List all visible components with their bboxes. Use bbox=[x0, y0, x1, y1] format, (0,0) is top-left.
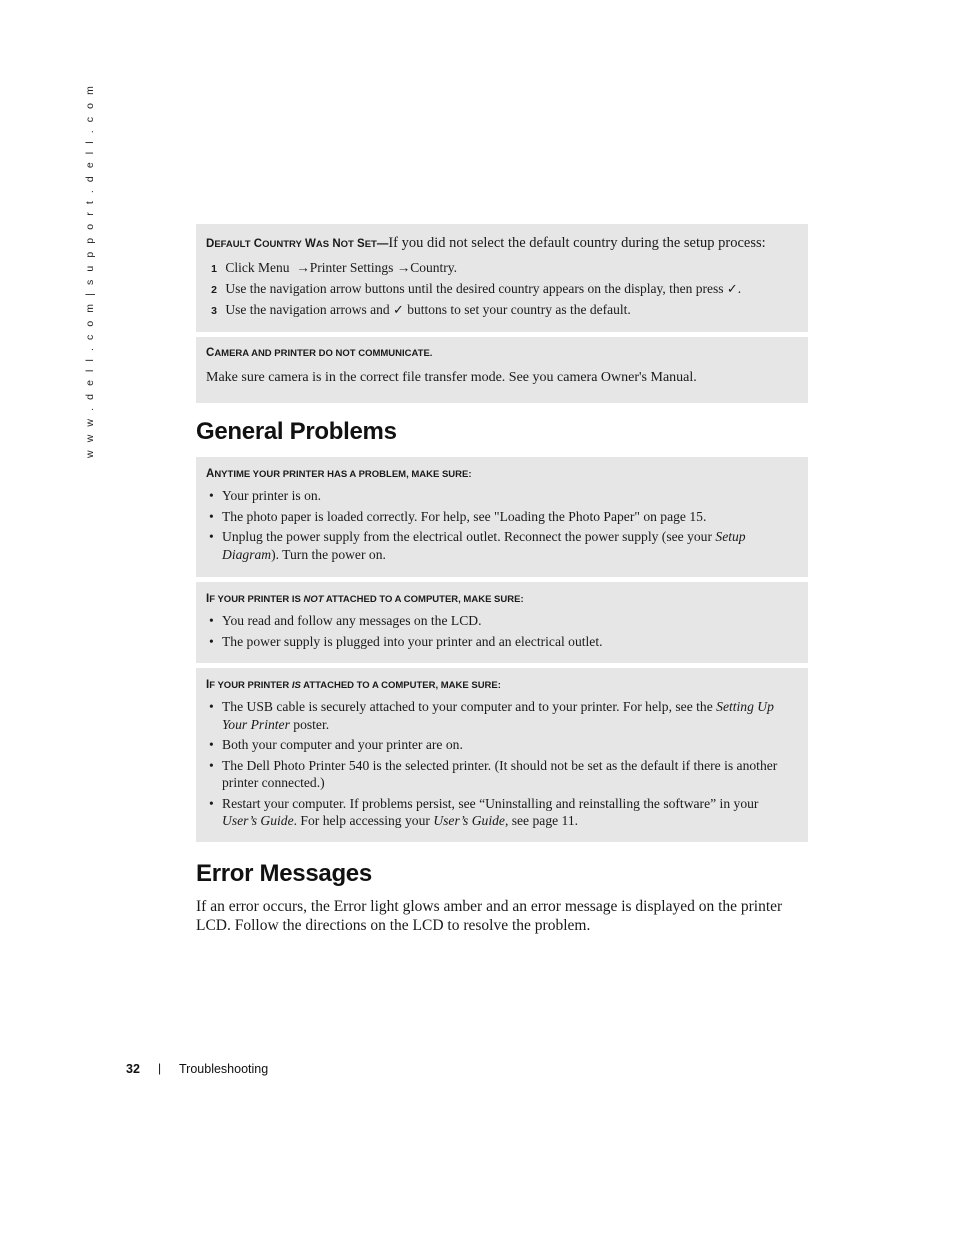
footer-title: Troubleshooting bbox=[179, 1062, 269, 1076]
error-messages-heading: Error Messages bbox=[196, 860, 372, 887]
step-2: 2 Use the navigation arrow buttons until the desired country appears on the display, then press ✓. bbox=[206, 279, 741, 300]
step-number: 3 bbox=[211, 305, 217, 317]
general-problems-heading: General Problems bbox=[196, 418, 397, 445]
list-item: • The USB cable is securely attached to your computer and to your printer. For help, see the Setting Up Your Printer poster. bbox=[209, 699, 774, 732]
not-attached-box bbox=[196, 582, 808, 663]
users-guide-ref: User’s Guide bbox=[433, 813, 505, 828]
default-country-heading: DEFAULT COUNTRY WAS NOT SET—If you did not select the default country during the setup process: bbox=[206, 235, 766, 251]
step-number: 2 bbox=[211, 284, 217, 296]
not-attached-list bbox=[206, 612, 791, 653]
not-attached-heading: IF YOUR PRINTER IS NOT ATTACHED TO A COMPUTER, MAKE SURE: bbox=[206, 593, 524, 605]
anytime-box bbox=[196, 457, 808, 577]
page-footer bbox=[126, 1061, 269, 1076]
anytime-list bbox=[206, 487, 791, 566]
step-number: 1 bbox=[211, 263, 217, 275]
page-number: 32 bbox=[126, 1062, 140, 1076]
side-url: w w w . d e l l . c o m | s u p p o r t . d e l l . c o m bbox=[84, 83, 96, 458]
setup-diagram-ref: Setup Diagram bbox=[222, 529, 746, 562]
menu-label: Menu bbox=[258, 260, 290, 275]
list-item: • The power supply is plugged into your printer and an electrical outlet. bbox=[209, 633, 603, 649]
arrow-icon: → bbox=[296, 260, 310, 275]
attached-list bbox=[206, 698, 791, 833]
list-item: • Both your computer and your printer are on. bbox=[209, 737, 463, 752]
list-item: • Your printer is on. bbox=[209, 488, 322, 503]
step-list bbox=[206, 258, 741, 321]
checkmark-icon: ✓ bbox=[392, 303, 404, 318]
anytime-heading: ANYTIME YOUR PRINTER HAS A PROBLEM, MAKE SURE: bbox=[206, 468, 472, 480]
step-1: 1 Click Menu →Printer Settings →Country. bbox=[206, 258, 741, 279]
list-item: • Restart your computer. If problems persist, see “Uninstalling and reinstalling the software” in your User’s Guide. For help accessing your User’s Guide, see page 11. bbox=[209, 795, 759, 828]
arrow-icon: → bbox=[396, 260, 411, 275]
camera-text: Make sure camera is in the correct file transfer mode. See you camera Owner's Manual. bbox=[206, 370, 697, 385]
checkmark-icon: ✓ bbox=[726, 282, 738, 297]
default-country-lead: If you did not select the default country during the setup process: bbox=[388, 235, 766, 251]
camera-heading: CAMERA AND PRINTER DO NOT COMMUNICATE. bbox=[206, 347, 433, 359]
list-item: • The photo paper is loaded correctly. For help, see "Loading the Photo Paper" on page 15. bbox=[209, 508, 707, 524]
list-item: • Unplug the power supply from the electrical outlet. Reconnect the power supply (see your Setup Diagram). Turn the power on. bbox=[209, 529, 746, 562]
attached-heading: IF YOUR PRINTER IS ATTACHED TO A COMPUTER, MAKE SURE: bbox=[206, 679, 501, 691]
list-item: • The Dell Photo Printer 540 is the selected printer. (It should not be set as the default if there is another printer connected.) bbox=[209, 757, 778, 790]
camera-box bbox=[196, 337, 808, 403]
step-3: 3 Use the navigation arrows and ✓ buttons to set your country as the default. bbox=[206, 300, 741, 321]
setting-up-ref: Setting Up Your Printer bbox=[222, 699, 774, 732]
default-country-box bbox=[196, 224, 808, 332]
attached-box bbox=[196, 668, 808, 842]
users-guide-ref: User’s Guide bbox=[222, 813, 294, 828]
list-item: • You read and follow any messages on the LCD. bbox=[209, 613, 482, 628]
error-messages-text: If an error occurs, the Error light glows amber and an error message is displayed on the printer LCD. Follow the directions on the LCD to resolve the problem. bbox=[196, 898, 783, 934]
footer-separator: | bbox=[158, 1061, 162, 1075]
